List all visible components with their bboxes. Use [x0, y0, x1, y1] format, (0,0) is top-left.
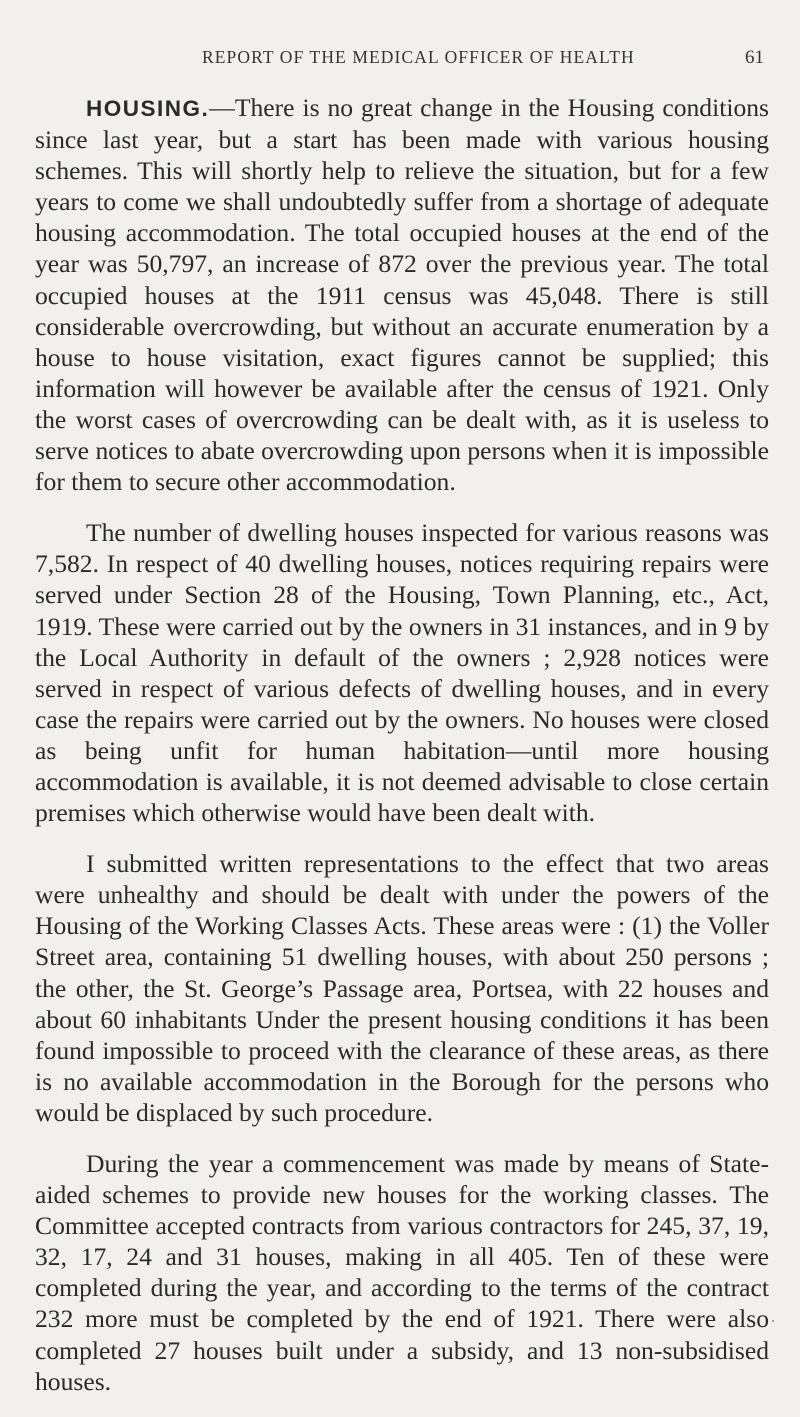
header-title: REPORT OF THE MEDICAL OFFICER OF HEALTH	[202, 47, 635, 67]
paragraph-text: —There is no great change in the Housing conditions since last year, but a start has been made with various housing schemes. This will shortly help to relieve the situation, but for a few years to come we shall undoubtedly suffer from a shortage of adequate housing accommodation. The total occupied houses at the end of the year was 50,797, an increase of 872 over the previous year. The total occupied houses at the 1911 census was 45,048. There is still considerable overcrowding, but without an accurate enumeration by a house to house visitation, exact figures cannot be supplied; this information will however be available after the census of 1921. Only the worst cases of overcrowding can be dealt with, as it is useless to serve notices to abate overcrowding upon persons when it is impossible for them to secure other accommodation.	[35, 93, 769, 497]
running-header	[202, 47, 764, 73]
housing-section	[35, 92, 769, 1417]
section-heading: HOUSING.	[86, 96, 210, 121]
page-number: 61	[745, 47, 764, 68]
paragraph-inspections: The number of dwelling houses inspected for various reasons was 7,582. In respect of 40 dwelling houses, notices requiring repairs were served under Section 28 of the Housing, Town Planning, etc., Act, 1919. These were carried out by the owners in 31 instances, and in 9 by the Local Authority in default of the owners ; 2,928 notices were served in respect of various defects of dwelling houses, and in every case the repairs were carried out by the owners. No houses were closed as being unfit for human habitation—until more housing accommodation is available, it is not deemed advisable to close certain premises which otherwise would have been dealt with.	[35, 518, 769, 828]
paragraph-unhealthy-areas: I submitted written representations to the effect that two areas were unhealthy and should be dealt with under the powers of the Housing of the Working Classes Acts. These areas were : (1) the Voller Street area, containing 51 dwelling houses, with about 250 persons ; the other, the St. George’s Passage area, Portsea, with 22 houses and about 60 inhabitants Under the present housing conditions it has been found impossible to proceed with the clearance of these areas, as there is no available accommodation in the Borough for the persons who would be displaced by such procedure.	[35, 849, 769, 1127]
scan-speck	[772, 1320, 774, 1322]
paragraph-state-aided-schemes: During the year a commencement was made by means of State-aided schemes to provide new houses for the working classes. The Committee accepted contracts from various contractors for 245, 37, 19, 32, 17, 24 and 31 houses, making in all 405. Ten of these were completed during the year, and according to the terms of the contract 232 more must be completed by the end of 1921. There were also completed 27 houses built under a subsidy, and 13 non-subsidised houses.	[35, 1149, 769, 1396]
paragraph-housing-conditions	[35, 92, 769, 497]
